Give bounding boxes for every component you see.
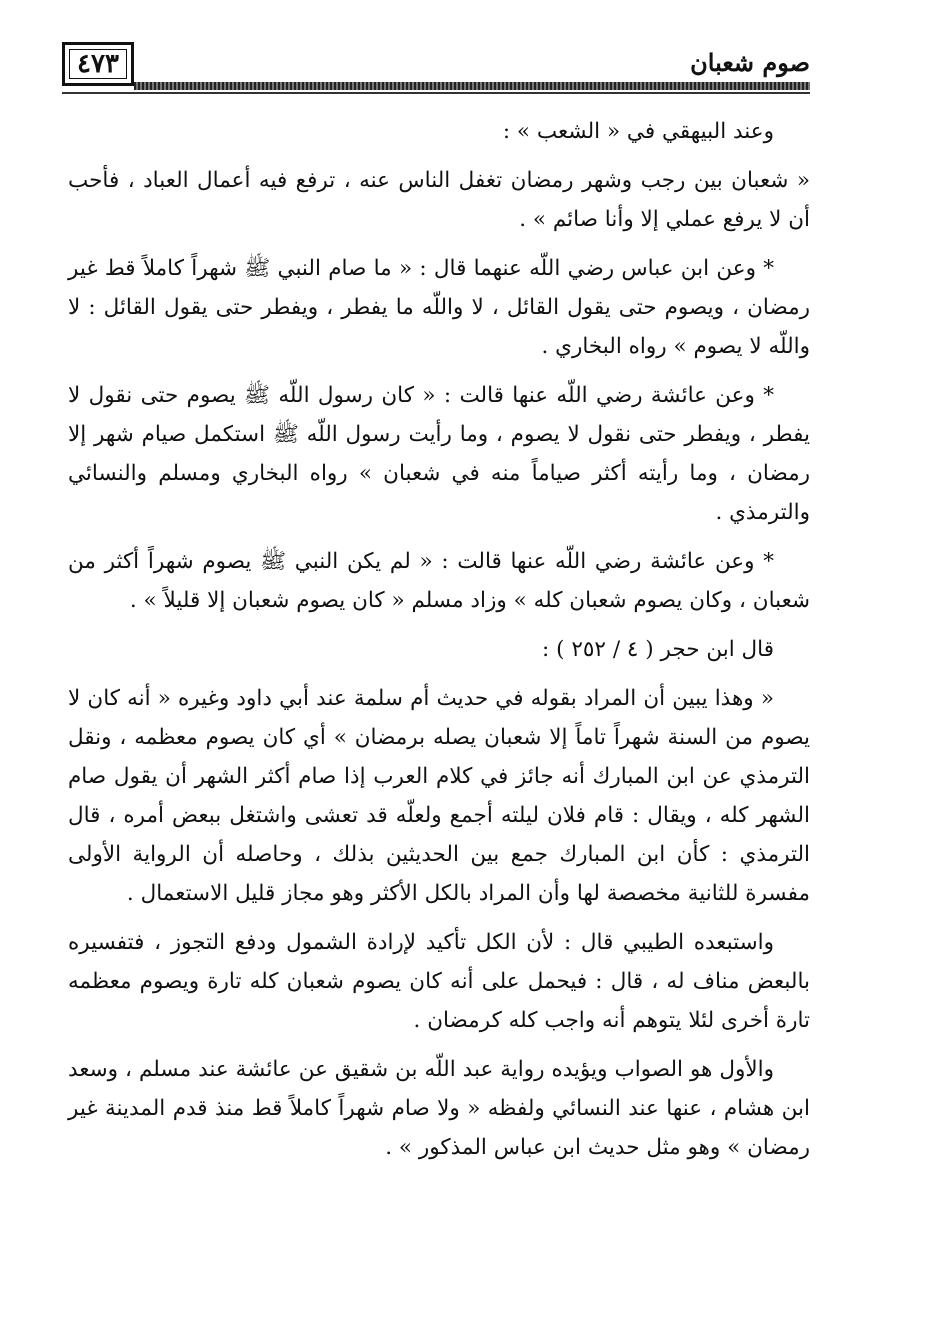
paragraph-ibn-hajar-heading: قال ابن حجر ( ٤ / ٢٥٢ ) : <box>542 637 774 662</box>
paragraph-bayhaqi-intro: وعند البيهقي في « الشعب » : <box>502 119 774 144</box>
paragraph-aisha-hadith-2: * وعن عائشة رضي اللّه عنها قالت : « لم يكن النبي ﷺ يصوم شهراً أكثر من شعبان ، وكان يصوم شعبان كله » وزاد مسلم « كان يصوم شعبان إلا قليلاً » . <box>68 549 810 613</box>
running-title: صوم شعبان <box>690 48 810 77</box>
header-rule <box>134 82 810 90</box>
page-number: ٤٧٣ <box>77 49 119 79</box>
paragraph-shuab-quote: « شعبان بين رجب وشهر رمضان تغفل الناس عنه ، ترفع فيه أعمال العباد ، فأحب أن لا يرفع عملي إلا وأنا صائم » . <box>68 168 810 232</box>
paragraph-ibn-abbas-hadith: * وعن ابن عباس رضي اللّه عنهما قال : « ما صام النبي ﷺ شهراً كاملاً قط غير رمضان ، ويصوم حتى يقول القائل ، لا واللّه ما يفطر ، ويفطر حتى يقول القائل : لا واللّه لا يصوم » رواه البخاري . <box>68 256 810 359</box>
paragraph-ibn-hajar-quote: « وهذا يبين أن المراد بقوله في حديث أم سلمة عند أبي داود وغيره « أنه كان لا يصوم من السنة شهراً تاماً إلا شعبان يصله برمضان » أي كان يصوم معظمه ، ونقل الترمذي عن ابن المبارك أنه جائز في كلام العرب إذا صام أكثر الشهر أن يقول صام الشهر كله ، ويقال : قام فلان ليلته أجمع ولعلّه قد تعشى واشتغل ببعض أمره ، قال الترمذي : كأن ابن المبارك جمع بين الحديثين بذلك ، وحاصله أن الرواية الأولى مفسرة للثانية مخصصة لها وأن المراد بالكل الأكثر وهو مجاز قليل الاستعمال . <box>68 686 810 906</box>
paragraph-aisha-hadith-1: * وعن عائشة رضي اللّه عنها قالت : « كان رسول اللّه ﷺ يصوم حتى نقول لا يفطر ، ويفطر حتى نقول لا يصوم ، وما رأيت رسول اللّه ﷺ استكمل صيام شهر إلا رمضان ، وما رأيته أكثر صياماً منه في شعبان » رواه البخاري ومسلم والنسائي والترمذي . <box>68 383 810 525</box>
page-body <box>68 112 810 1167</box>
header-rule-thin <box>62 92 810 94</box>
paragraph-tibi-opinion: واستبعده الطيبي قال : لأن الكل تأكيد لإرادة الشمول ودفع التجوز ، فتفسيره بالبعض مناف له ، قال : فيحمل على أنه كان يصوم شعبان كله تارة ويصوم معظمه تارة أخرى لئلا يتوهم أنه واجب كله كرمضان . <box>68 930 810 1033</box>
page-number-frame <box>62 42 134 86</box>
paragraph-conclusion: والأول هو الصواب ويؤيده رواية عبد اللّه بن شقيق عن عائشة عند مسلم ، وسعد ابن هشام ، عنها عند النسائي ولفظه « ولا صام شهراً كاملاً قط منذ قدم المدينة غير رمضان » وهو مثل حديث ابن عباس المذكور » . <box>68 1057 810 1160</box>
page-header <box>62 42 810 98</box>
